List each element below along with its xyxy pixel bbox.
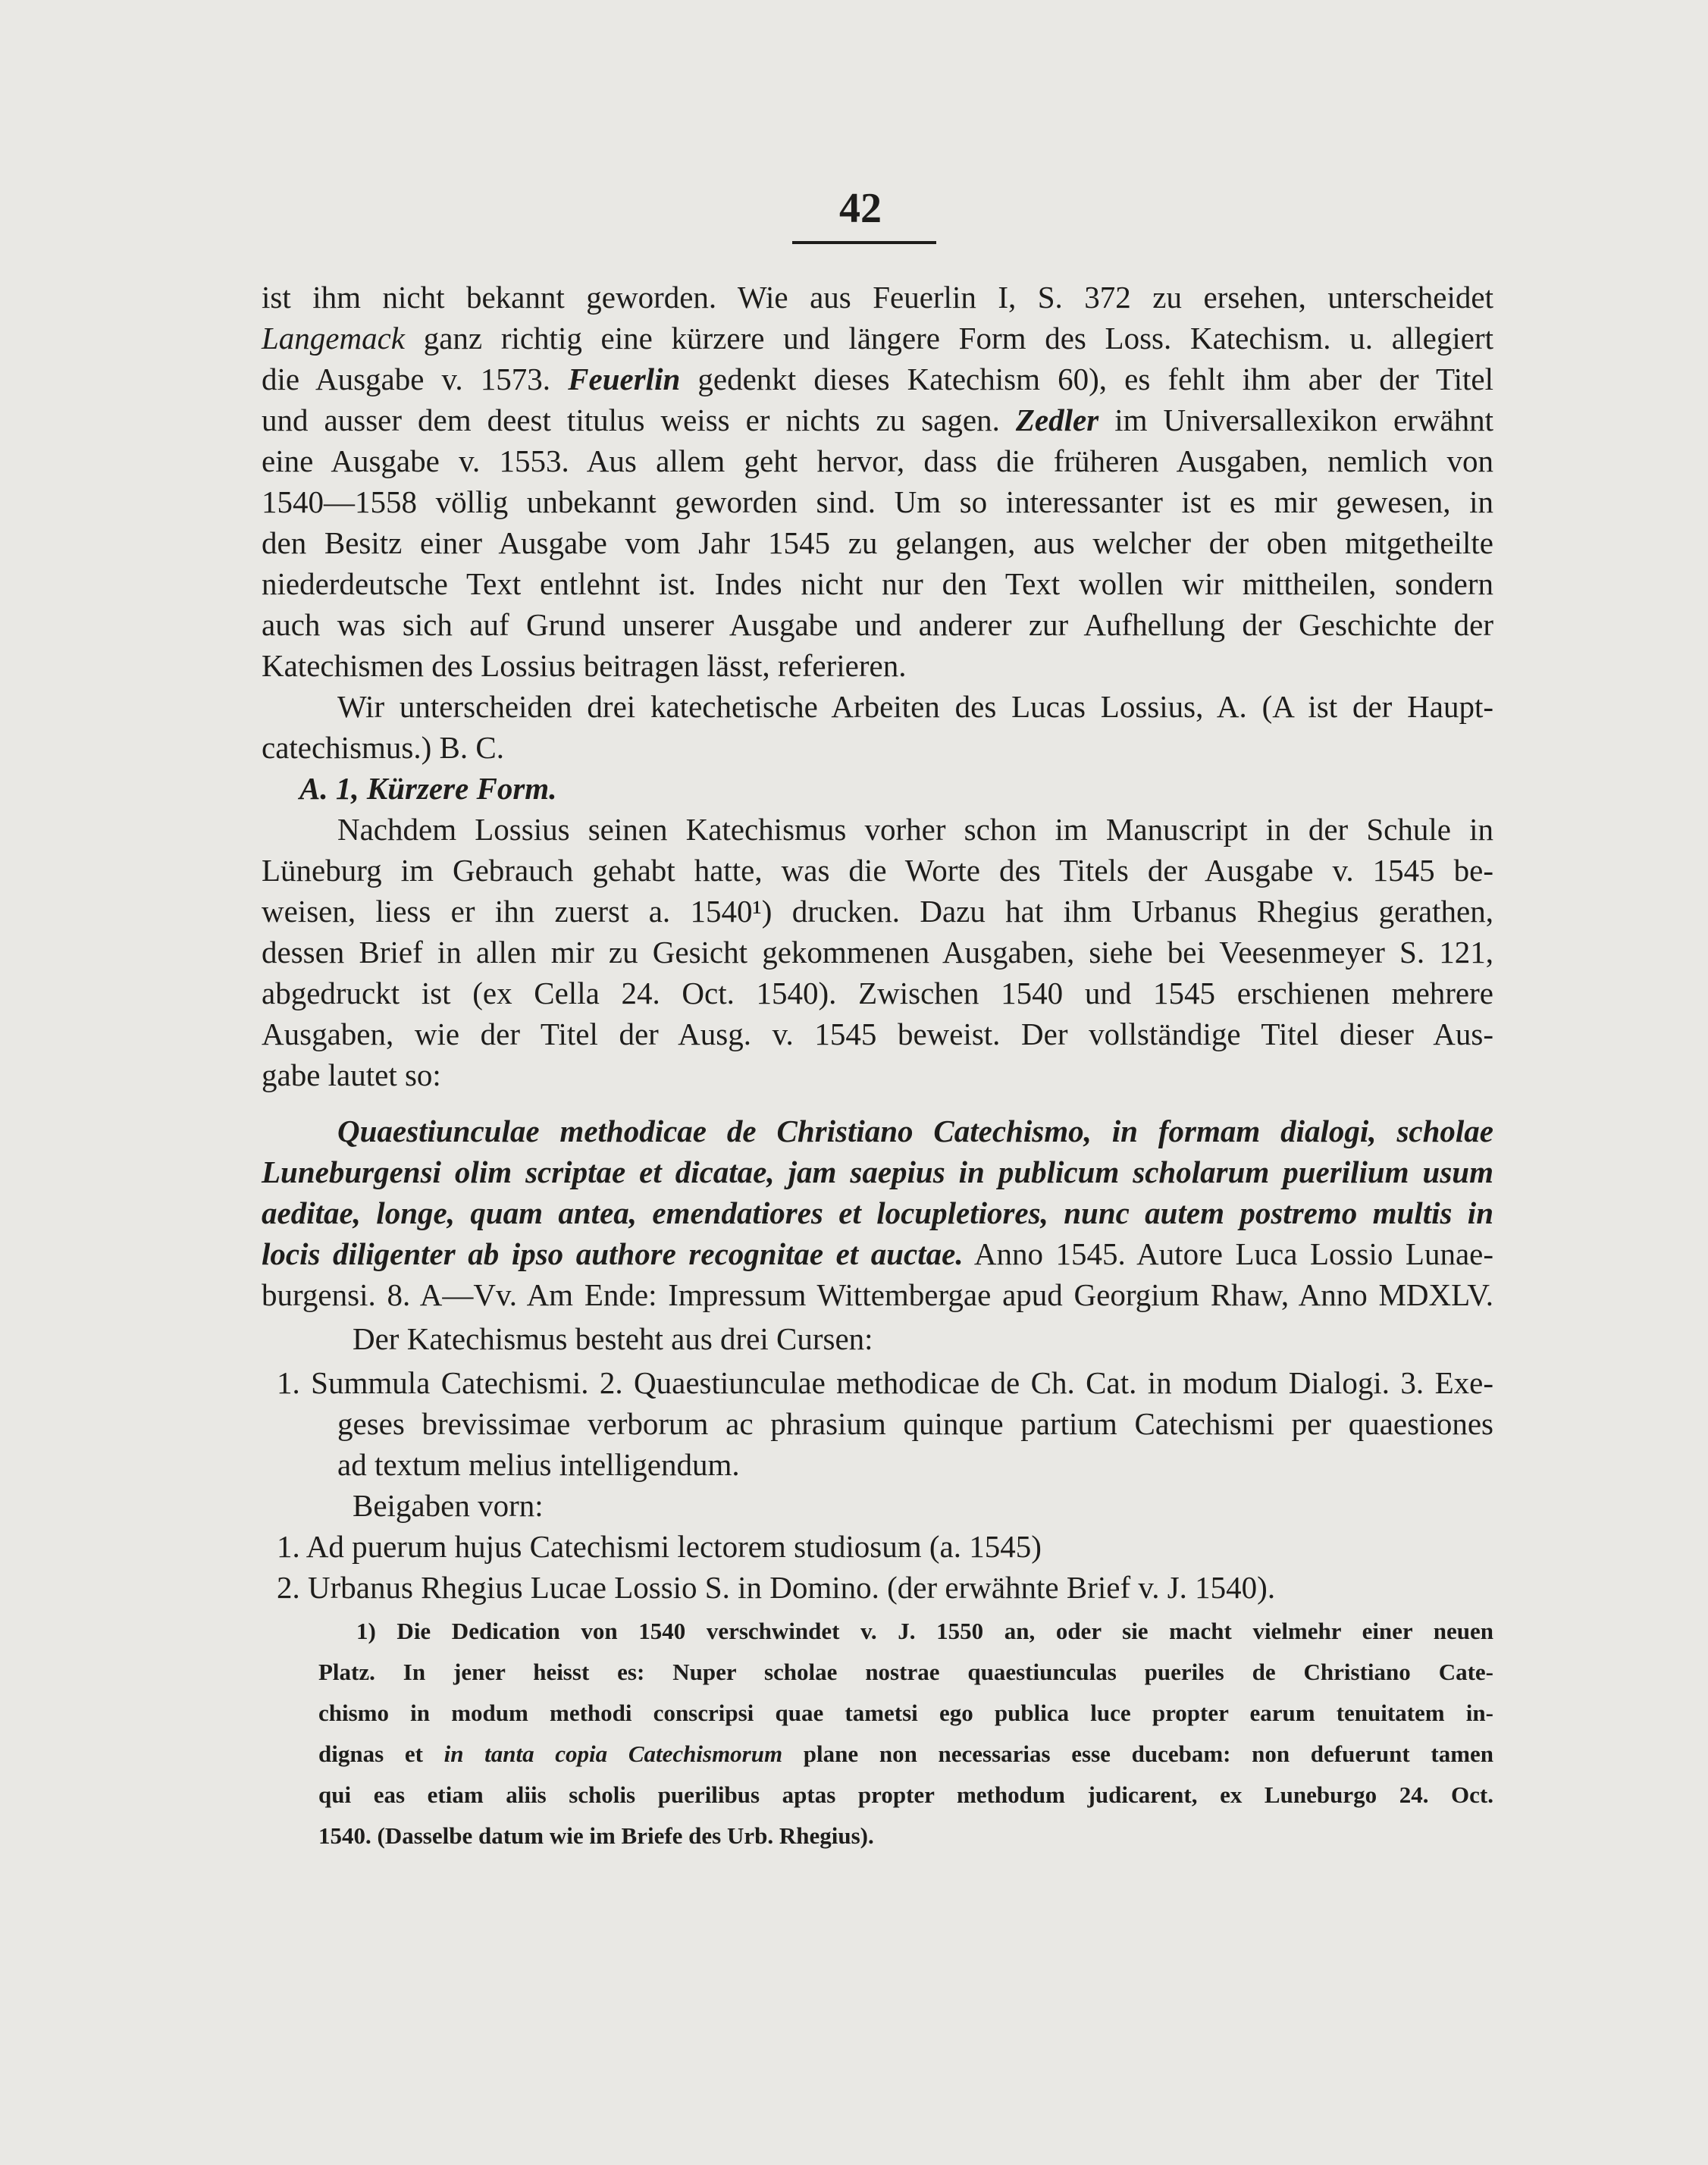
text-span: ganz richtig eine kürzere und längere Form des Loss. Katechism. u. allegiert	[423, 321, 1494, 356]
page-number: 42	[839, 185, 882, 232]
text-line: eine Ausgabe v. 1553. Aus allem geht hervor, dass die früheren Ausgaben, nemlich von	[262, 443, 1493, 478]
footnote-line: chismo in modum methodi conscripsi quae tametsi ego publica luce propter earum tenuitatem in-	[318, 1700, 1493, 1726]
section-heading: A. 1, Kürzere Form.	[299, 771, 557, 806]
footnote-line: qui eas etiam aliis scholis puerilibus aptas propter methodum judicarent, ex Luneburgo 24. Oct.	[318, 1781, 1493, 1808]
header-rule	[792, 241, 936, 244]
text-line: 1540—1558 völlig unbekannt geworden sind. Um so interessanter ist es mir gewesen, in	[262, 484, 1493, 519]
footnote-line: 1540. (Dasselbe datum wie im Briefe des Urb. Rhegius).	[318, 1822, 874, 1849]
text-line: Beigaben vorn:	[353, 1488, 544, 1523]
text-line: ad textum melius intelligendum.	[337, 1447, 740, 1482]
text-line	[262, 359, 1493, 399]
text-span: gedenkt dieses Katechism 60), es fehlt ihm aber der Titel	[697, 362, 1494, 396]
text-line: Wir unterscheiden drei katechetische Arbeiten des Lucas Lossius, A. (A ist der Haupt-	[337, 689, 1493, 724]
list-item: 1. Summula Catechismi. 2. Quaestiunculae methodicae de Ch. Cat. in modum Dialogi. 3. Exe-	[277, 1365, 1493, 1400]
text-line: Katechismen des Lossius beitragen lässt, referieren.	[262, 648, 907, 683]
author-name: Feuerlin	[568, 362, 681, 396]
text-line: weisen, liess er ihn zuerst a. 1540¹) drucken. Dazu hat ihm Urbanus Rhegius gerathen,	[262, 894, 1493, 929]
footnote-line	[318, 1736, 1493, 1772]
footnote-line: 1) Die Dedication von 1540 verschwindet v. J. 1550 an, oder sie macht vielmehr einer neuen	[356, 1618, 1493, 1644]
text-span: plane non necessarias esse ducebam: non defuerunt tamen	[803, 1740, 1494, 1767]
text-line: niederdeutsche Text entlehnt ist. Indes nicht nur den Text wollen wir mittheilen, sondern	[262, 566, 1493, 601]
text-span: die Ausgabe v. 1573.	[262, 362, 551, 396]
title-span: locis diligenter ab ipso authore recognitae et auctae.	[262, 1236, 964, 1271]
text-line: gabe lautet so:	[262, 1057, 441, 1092]
text-line: den Besitz einer Ausgabe vom Jahr 1545 zu gelangen, aus welcher der oben mitgetheilte	[262, 525, 1493, 560]
text-span: im Universallexikon erwähnt	[1114, 403, 1494, 437]
text-span: und ausser dem deest titulus weiss er nichts zu sagen.	[262, 403, 1000, 437]
text-line: abgedruckt ist (ex Cella 24. Oct. 1540). Zwischen 1540 und 1545 erschienen mehrere	[262, 976, 1493, 1010]
text-line: ist ihm nicht bekannt geworden. Wie aus Feuerlin I, S. 372 zu ersehen, unterscheidet	[262, 280, 1493, 315]
footnote-line: Platz. In jener heisst es: Nuper scholae nostrae quaestiunculas pueriles de Christiano Cate-	[318, 1659, 1493, 1685]
title-line: aeditae, longe, quam antea, emendatiores et locupletiores, nunc autem postremo multis in	[262, 1195, 1493, 1230]
text-line	[262, 318, 1493, 359]
list-item: 1. Ad puerum hujus Catechismi lectorem studiosum (a. 1545)	[277, 1529, 1042, 1564]
italic-span: in tanta copia Catechismorum	[443, 1740, 783, 1767]
text-line: dessen Brief in allen mir zu Gesicht gekommenen Ausgaben, siehe bei Veesenmeyer S. 121,	[262, 935, 1493, 970]
text-line: geses brevissimae verborum ac phrasium quinque partium Catechismi per quaestiones	[337, 1406, 1493, 1441]
text-line: catechismus.) B. C.	[262, 730, 504, 765]
author-name: Zedler	[1015, 403, 1099, 437]
list-item: 2. Urbanus Rhegius Lucae Lossio S. in Domino. (der erwähnte Brief v. J. 1540).	[277, 1570, 1276, 1605]
text-line: burgensi. 8. A—Vv. Am Ende: Impressum Wittembergae apud Georgium Rhaw, Anno MDXLV.	[262, 1277, 1493, 1312]
text-span: dignas et	[318, 1740, 423, 1767]
text-line	[262, 1233, 1493, 1274]
text-line: Ausgaben, wie der Titel der Ausg. v. 1545 beweist. Der vollständige Titel dieser Aus-	[262, 1017, 1493, 1051]
title-line: Quaestiunculae methodicae de Christiano Catechismo, in formam dialogi, scholae	[337, 1114, 1493, 1148]
text-line: Lüneburg im Gebrauch gehabt hatte, was die Worte des Titels der Ausgabe v. 1545 be-	[262, 853, 1493, 888]
author-name: Langemack	[262, 321, 406, 356]
text-line: Der Katechismus besteht aus drei Cursen:	[353, 1321, 873, 1356]
text-span: Anno 1545. Autore Luca Lossio Lunae-	[973, 1236, 1493, 1271]
text-line: auch was sich auf Grund unserer Ausgabe und anderer zur Aufhellung der Geschichte der	[262, 607, 1493, 642]
title-line: Luneburgensi olim scriptae et dicatae, jam saepius in publicum scholarum puerilium usum	[262, 1155, 1493, 1189]
text-line	[262, 399, 1493, 440]
text-line: Nachdem Lossius seinen Katechismus vorher schon im Manuscript in der Schule in	[337, 812, 1493, 847]
